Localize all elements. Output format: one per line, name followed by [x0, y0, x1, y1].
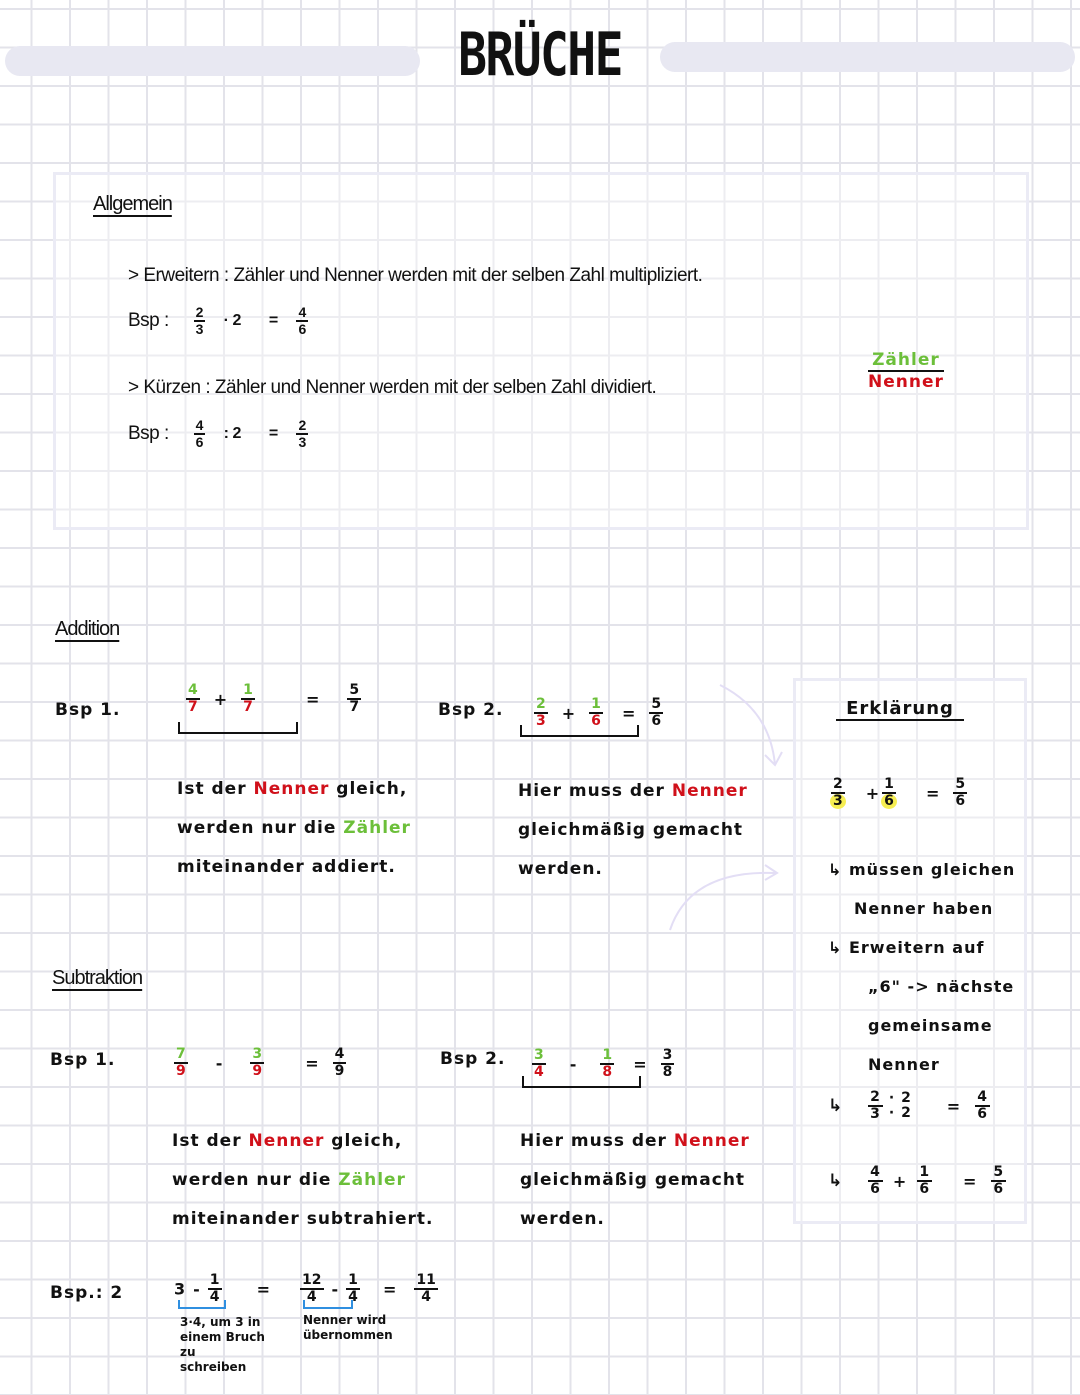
numerator: 4	[870, 1164, 881, 1180]
fraction	[917, 1165, 932, 1197]
text-part: miteinander subtrahiert.	[172, 1209, 434, 1229]
text-part	[172, 1161, 434, 1200]
add-bsp2-label: Bsp 2.	[438, 700, 504, 720]
numerator: 5	[349, 682, 360, 698]
text-part: 6	[870, 1181, 881, 1197]
fraction	[953, 777, 967, 809]
text-part: +	[865, 783, 880, 803]
text-part: gleichmäßig gemacht	[520, 1170, 746, 1190]
numerator: 5	[993, 1164, 1005, 1180]
add-bsp1-equation	[180, 683, 367, 715]
text-part: 6	[993, 1181, 1005, 1197]
text-part: 4	[534, 1064, 544, 1080]
text-part: =	[306, 689, 320, 709]
text-part: +	[561, 703, 576, 723]
add-bsp1-explanation	[177, 770, 411, 887]
text-part: 3	[830, 794, 846, 809]
note-nenner: Nenner wird übernommen	[303, 1313, 393, 1342]
text-part: +	[892, 1171, 908, 1191]
numerator: 5	[651, 696, 662, 712]
text-part: gleich,	[324, 1131, 403, 1151]
text-part: +	[213, 689, 228, 709]
text-part: =	[926, 783, 940, 803]
text-part: 7	[188, 699, 198, 715]
fraction	[186, 683, 200, 715]
fraction	[194, 418, 205, 450]
sub-bsp1-explanation	[172, 1122, 434, 1239]
sub-bsp2-explanation	[520, 1122, 750, 1239]
numerator: 1	[919, 1164, 931, 1180]
erklaerung-lines	[828, 850, 1015, 1084]
text-part: 9	[334, 1063, 345, 1079]
text-part: werden nur die	[177, 818, 344, 838]
numerator: 4	[195, 417, 203, 433]
text-part: 9	[252, 1063, 263, 1079]
numerator: 7	[176, 1046, 186, 1062]
text-part	[177, 809, 411, 848]
subtraktion-heading: Subtraktion	[52, 967, 143, 989]
numerator: 2	[195, 304, 203, 320]
text-part: werden.	[518, 859, 603, 879]
text-part	[177, 770, 411, 809]
text-part: · 2	[888, 1105, 912, 1121]
text-part: =	[268, 425, 278, 442]
text-part: 4	[421, 1289, 432, 1305]
text-part: 6	[955, 793, 966, 809]
text-part: Hier muss der	[518, 781, 672, 801]
text-part: -	[193, 1279, 200, 1299]
numerator: 4	[188, 682, 198, 698]
kuerzen-bsp	[128, 418, 314, 450]
text-part: Zähler	[338, 1170, 406, 1190]
sub-bsp3-label: Bsp.: 2	[50, 1283, 124, 1303]
erklaerung-step1	[828, 1090, 996, 1122]
text-part: Nenner haben	[854, 899, 994, 918]
fraction	[889, 1091, 912, 1121]
fraction	[347, 683, 361, 715]
numerator: 11	[416, 1272, 436, 1288]
numerator: 2	[298, 417, 306, 433]
numerator: 3	[534, 1047, 544, 1063]
text-part: Ist der	[177, 779, 254, 799]
text-part: 4	[306, 1289, 317, 1305]
text-part: „6" -> nächste	[868, 977, 1015, 996]
text-part: ↳ Erweitern auf	[828, 938, 985, 957]
fraction	[661, 1048, 675, 1080]
text-part: 8	[602, 1064, 613, 1080]
erklaerung-heading: Erklärung	[836, 698, 964, 721]
text-part: 3	[174, 1279, 186, 1299]
text-part	[520, 1122, 750, 1161]
text-part: ↳ müssen gleichen	[828, 860, 1016, 879]
numerator: 1	[209, 1272, 220, 1288]
text-part: -	[331, 1279, 339, 1299]
numerator: 4	[298, 304, 306, 320]
note-whole-to-fraction: 3·4, um 3 in einem Bruch zu schreiben	[180, 1315, 265, 1374]
text-part: gleichmäßig gemacht	[518, 820, 744, 840]
text-part: =	[268, 312, 278, 329]
text-part: 6	[977, 1106, 988, 1122]
text-part: 6	[195, 434, 203, 450]
erweitern-bsp	[128, 305, 314, 337]
text-part	[172, 1122, 434, 1161]
text-part: 4	[348, 1289, 358, 1305]
text-part: Nenner	[673, 1131, 750, 1151]
fraction	[250, 1047, 264, 1079]
text-part: -	[215, 1053, 223, 1073]
text-part: gleich,	[329, 779, 408, 799]
fraction	[830, 777, 846, 809]
fraction	[194, 305, 205, 337]
text-part: Nenner	[253, 779, 330, 799]
numerator: 2	[536, 696, 546, 712]
numerator: 5	[955, 776, 966, 792]
text-part: 9	[176, 1063, 186, 1079]
legend-nenner: Nenner	[868, 372, 944, 392]
text-part: · 2	[888, 1090, 912, 1106]
text-part: 3	[870, 1106, 881, 1122]
blue-brace	[178, 1300, 226, 1309]
fraction	[868, 1090, 883, 1122]
brace	[178, 722, 298, 734]
blue-brace	[303, 1300, 353, 1309]
text-part: 7	[243, 699, 253, 715]
text-part: =	[946, 1096, 962, 1116]
text-part: gemeinsame	[868, 1016, 993, 1035]
sub-bsp1-equation	[168, 1047, 352, 1079]
text-part: -	[569, 1054, 577, 1074]
fraction	[296, 418, 307, 450]
addition-heading: Addition	[55, 618, 120, 640]
text-part: Zähler	[343, 818, 411, 838]
fraction	[174, 1047, 188, 1079]
numerator: 3	[662, 1047, 673, 1063]
text-part: =	[305, 1053, 319, 1073]
text-part: 7	[349, 699, 360, 715]
text-part: Nenner	[868, 1055, 940, 1074]
text-part: ↳	[828, 1096, 844, 1116]
text-part: 4	[209, 1289, 220, 1305]
decor-arrows	[660, 680, 790, 940]
numerator: 2	[833, 776, 843, 792]
text-part: =	[383, 1279, 397, 1299]
numerator: 2	[870, 1089, 881, 1105]
text-part: 8	[662, 1064, 673, 1080]
fraction	[241, 683, 255, 715]
bsp-label: Bsp :	[128, 423, 169, 445]
text-part: Hier muss der	[520, 1131, 674, 1151]
text-part: werden nur die	[172, 1170, 339, 1190]
text-part: =	[963, 1171, 978, 1191]
text-part: : 2	[223, 425, 241, 442]
erklaerung-equation	[824, 777, 973, 809]
legend-zaehler: Zähler	[868, 350, 944, 372]
numerator: 4	[334, 1046, 345, 1062]
brace	[522, 1076, 641, 1088]
numerator: 1	[348, 1272, 358, 1288]
text-part: werden.	[520, 1209, 605, 1229]
numerator: 1	[884, 776, 894, 792]
kuerzen-text: > Kürzen : Zähler und Nenner werden mit der selben Zahl dividiert.	[128, 377, 657, 398]
text-part: Ist der	[172, 1131, 249, 1151]
text-part: ↳	[828, 1171, 844, 1191]
text-part: 3	[298, 434, 306, 450]
text-part: 3	[536, 713, 546, 729]
text-part: 6	[651, 713, 662, 729]
text-part: =	[622, 703, 636, 723]
text-part: =	[256, 1279, 271, 1299]
text-part: Nenner	[248, 1131, 325, 1151]
page-title: BRÜCHE	[458, 20, 622, 90]
text-part	[720, 685, 782, 765]
text-part: miteinander addiert.	[177, 857, 396, 877]
numerator: 1	[243, 682, 253, 698]
text-part: 6	[591, 713, 601, 729]
text-part: · 2	[223, 312, 241, 329]
numerator: 12	[302, 1272, 322, 1288]
numerator: 4	[977, 1089, 988, 1105]
numerator: 1	[602, 1047, 613, 1063]
numerator: 3	[252, 1046, 263, 1062]
bsp-label: Bsp :	[128, 310, 169, 332]
text-part: 6	[298, 321, 306, 337]
fraction	[868, 1165, 883, 1197]
fraction	[991, 1165, 1006, 1197]
text-part: =	[633, 1054, 647, 1074]
allgemein-heading: Allgemein	[93, 193, 172, 215]
brace	[520, 725, 639, 737]
fraction	[975, 1090, 990, 1122]
text-part: 6	[919, 1181, 931, 1197]
fraction	[333, 1047, 347, 1079]
sub-bsp2-label: Bsp 2.	[440, 1049, 506, 1069]
erweitern-text: > Erweitern : Zähler und Nenner werden mit der selben Zahl multipliziert.	[128, 265, 703, 286]
legend	[868, 350, 944, 392]
fraction	[414, 1273, 437, 1305]
text-part	[670, 865, 777, 930]
erklaerung-step2	[828, 1165, 1012, 1197]
numerator: 1	[591, 696, 601, 712]
text-part: Nenner	[671, 781, 748, 801]
text-part: 3	[195, 321, 203, 337]
sub-bsp1-label: Bsp 1.	[50, 1050, 116, 1070]
fraction	[296, 305, 307, 337]
text-part: 6	[881, 794, 897, 809]
fraction	[881, 777, 897, 809]
add-bsp1-label: Bsp 1.	[55, 700, 121, 720]
